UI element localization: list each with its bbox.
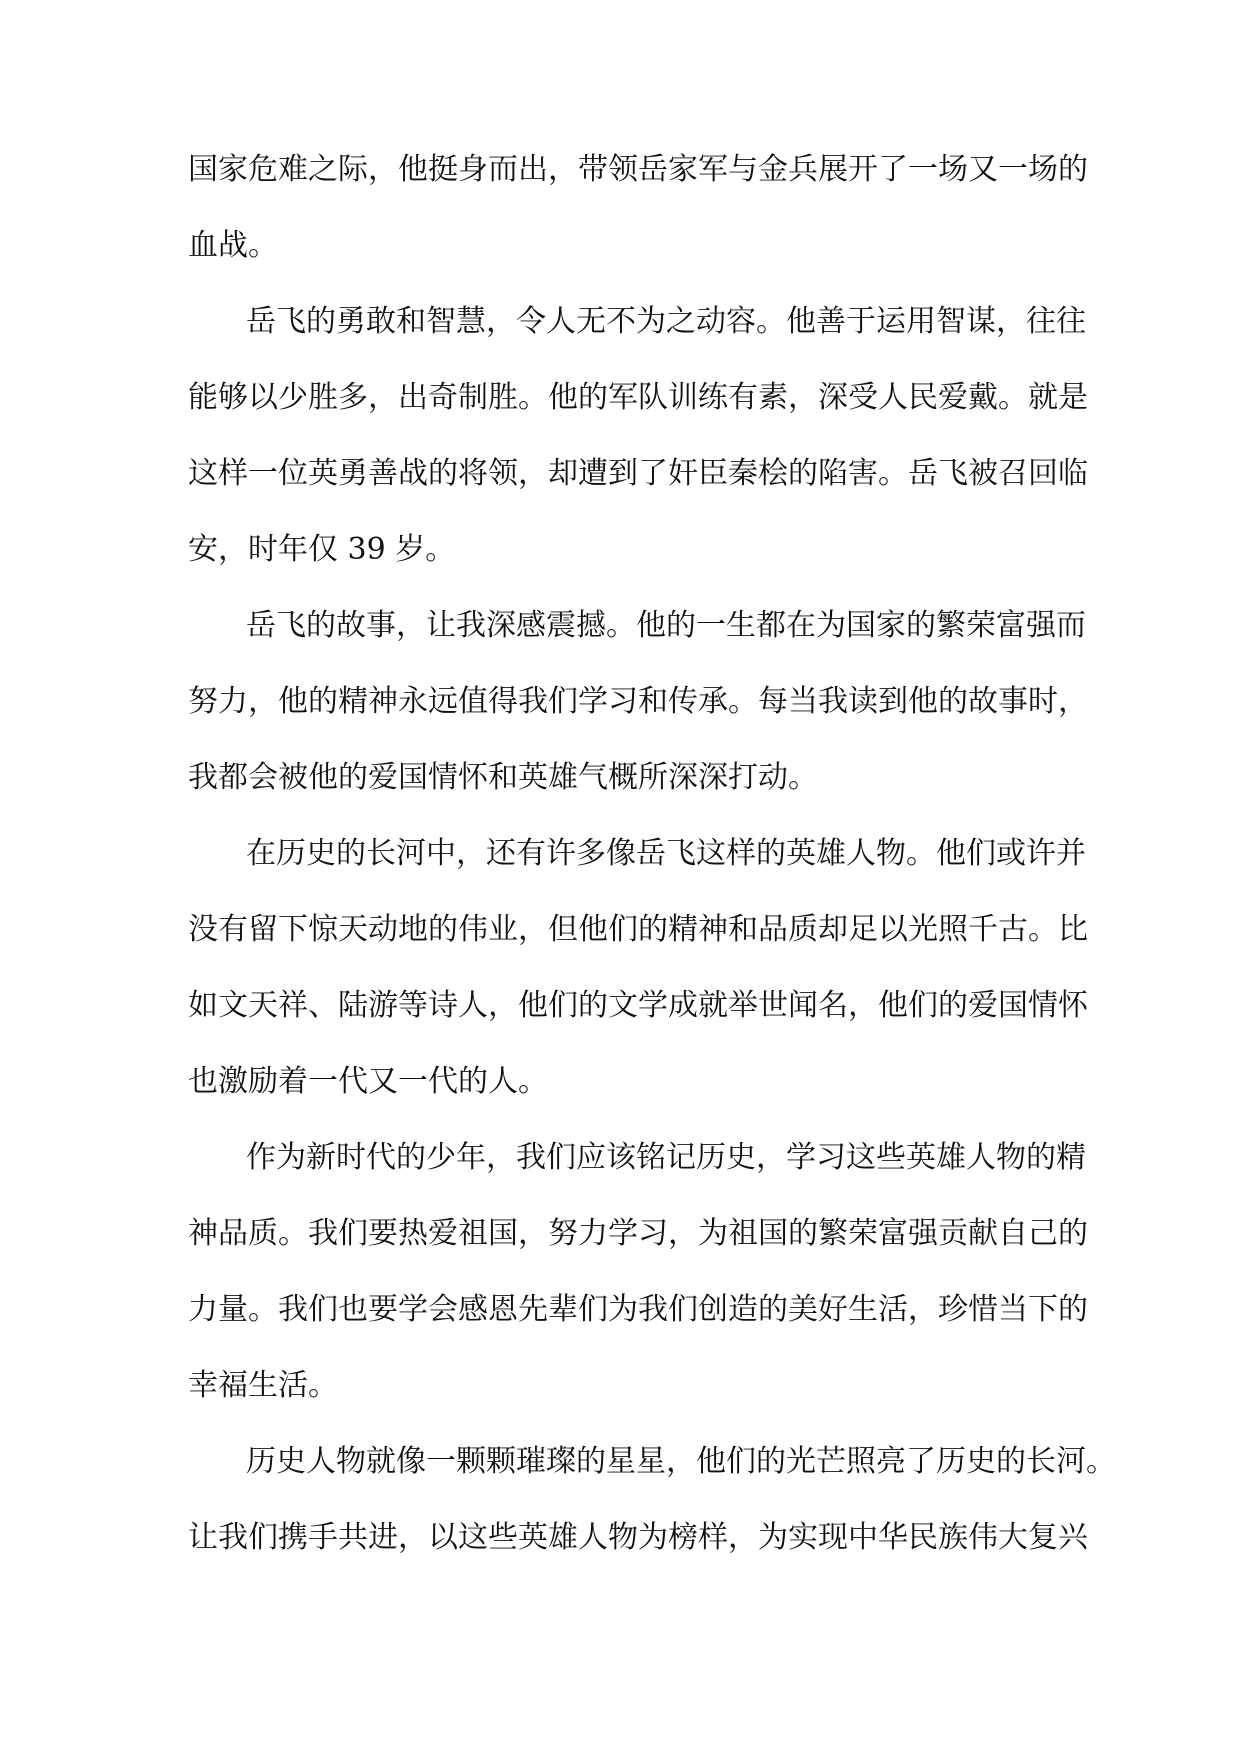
text-line: 神品质。我们要热爱祖国，努力学习，为祖国的繁荣富强贡献自己的 <box>188 1216 1088 1251</box>
text-line: 没有留下惊天动地的伟业，但他们的精神和品质却足以光照千古。比 <box>188 912 1088 947</box>
paragraph-first-line: 作为新时代的少年，我们应该铭记历史，学习这些英雄人物的精 <box>246 1140 1086 1175</box>
text-line: 力量。我们也要学会感恩先辈们为我们创造的美好生活，珍惜当下的 <box>188 1292 1088 1327</box>
text-line: 让我们携手共进，以这些英雄人物为榜样，为实现中华民族伟大复兴 <box>188 1520 1088 1555</box>
text-line: 能够以少胜多，出奇制胜。他的军队训练有素，深受人民爱戴。就是 <box>188 380 1088 415</box>
paragraph-first-line: 历史人物就像一颗颗璀璨的星星，他们的光芒照亮了历史的长河。 <box>246 1444 1116 1479</box>
text-line: 也激励着一代又一代的人。 <box>188 1064 548 1099</box>
text-line: 努力，他的精神永远值得我们学习和传承。每当我读到他的故事时， <box>188 684 1088 719</box>
paragraph-first-line: 岳飞的故事，让我深感震撼。他的一生都在为国家的繁荣富强而 <box>246 608 1086 643</box>
text-line: 国家危难之际，他挺身而出，带领岳家军与金兵展开了一场又一场的 <box>188 152 1088 187</box>
paragraph-first-line: 岳飞的勇敢和智慧，令人无不为之动容。他善于运用智谋，往往 <box>246 304 1086 339</box>
text-line: 这样一位英勇善战的将领，却遭到了奸臣秦桧的陷害。岳飞被召回临 <box>188 456 1088 491</box>
text-line: 幸福生活。 <box>188 1368 338 1403</box>
text-line: 如文天祥、陆游等诗人，他们的文学成就举世闻名，他们的爱国情怀 <box>188 988 1088 1023</box>
paragraph-first-line: 在历史的长河中，还有许多像岳飞这样的英雄人物。他们或许并 <box>246 836 1086 871</box>
text-line: 我都会被他的爱国情怀和英雄气概所深深打动。 <box>188 760 818 795</box>
text-line: 安，时年仅 39 岁。 <box>188 532 456 567</box>
text-line: 血战。 <box>188 228 278 263</box>
essay-body <box>188 142 1116 1586</box>
